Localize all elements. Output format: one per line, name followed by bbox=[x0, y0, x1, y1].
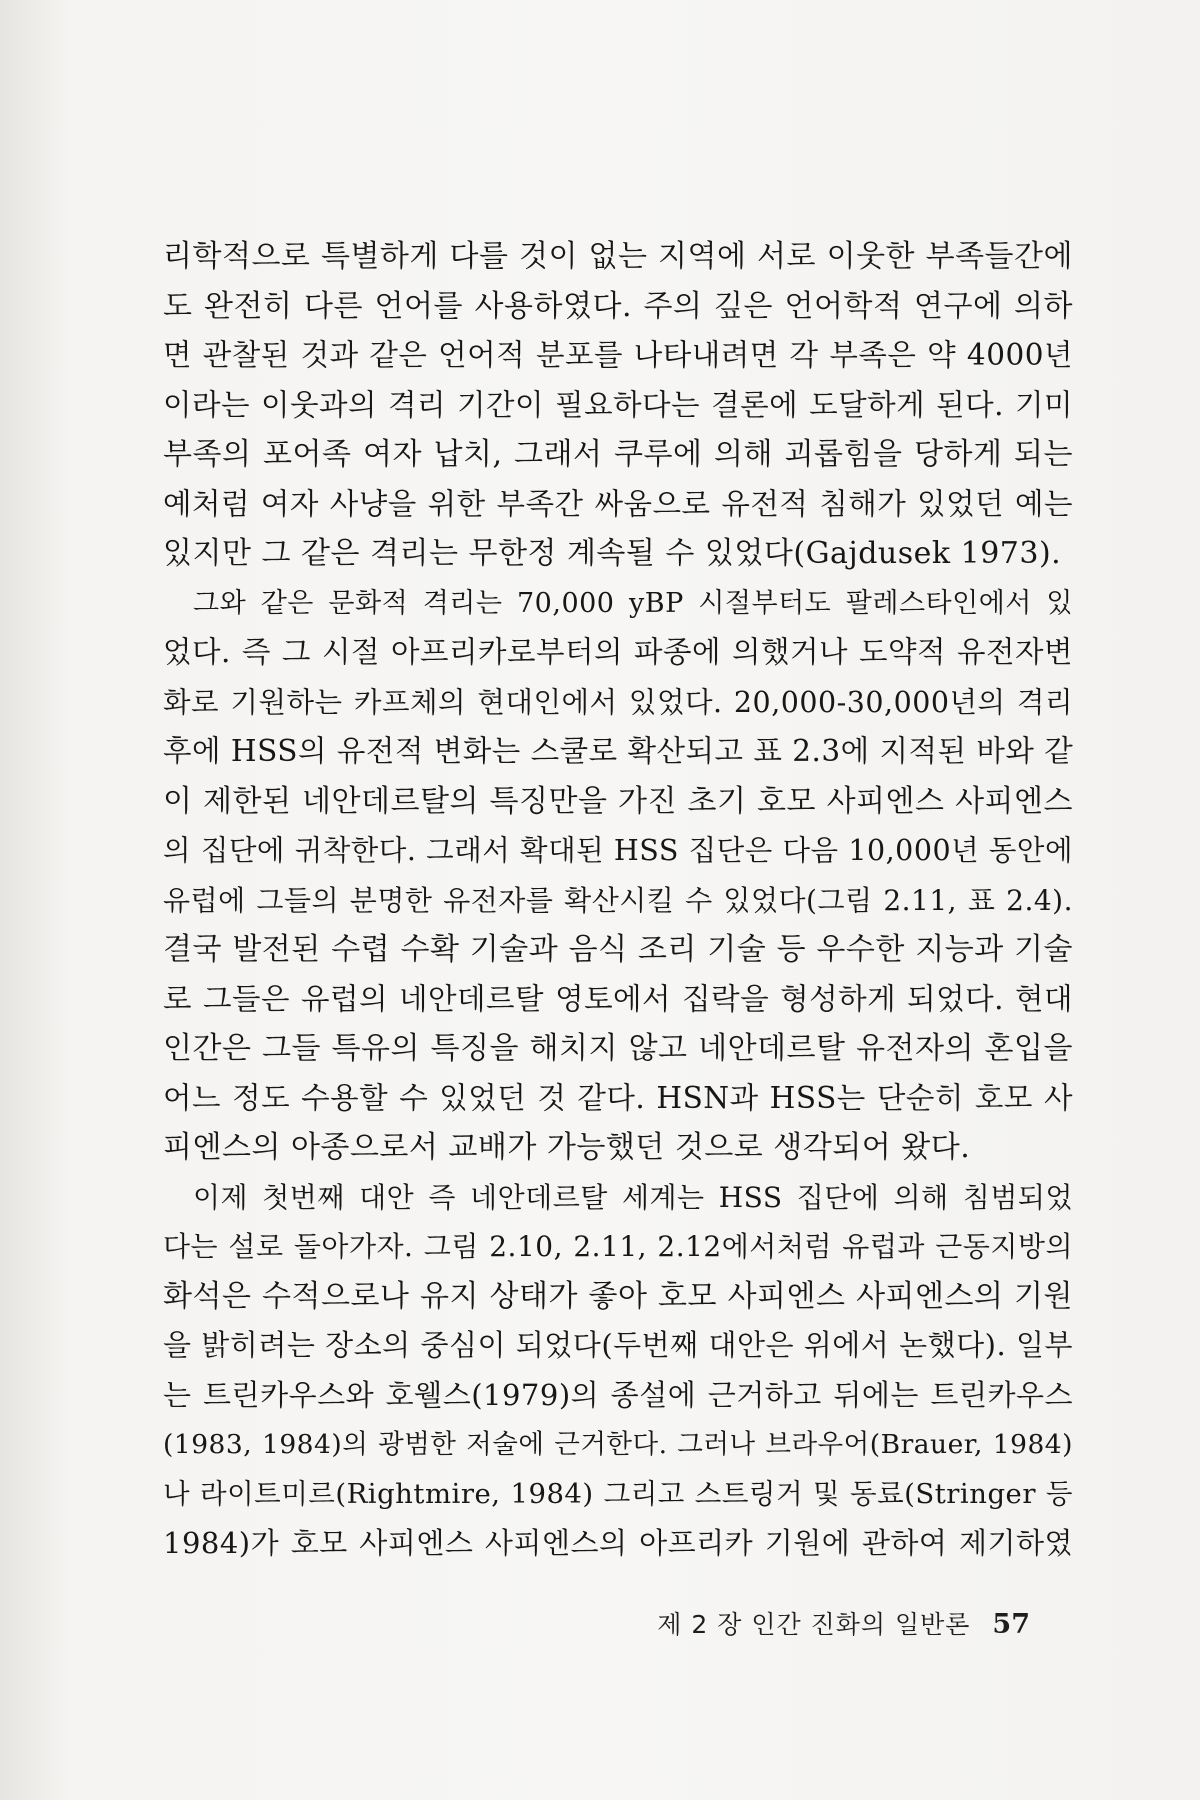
text-line: 어느 정도 수용할 수 있었던 것 같다. HSN과 HSS는 단순히 호모 사 bbox=[163, 1080, 1073, 1115]
text-line: 화로 기원하는 카프체의 현대인에서 있었다. 20,000-30,000년의 격리 bbox=[163, 685, 1073, 719]
text-line: 나 라이트미르(Rightmire, 1984) 그리고 스트링거 및 동료(Stringer 등 bbox=[163, 1477, 1073, 1510]
text-line: 화석은 수적으로나 유지 상태가 좋아 호모 사피엔스 사피엔스의 기원 bbox=[163, 1278, 1073, 1314]
text-line: 리학적으로 특별하게 다를 것이 없는 지역에 서로 이웃한 부족들간에 bbox=[163, 239, 1073, 274]
text-line: 그와 같은 문화적 격리는 70,000 yBP 시절부터도 팔레스타인에서 있 bbox=[193, 587, 1073, 619]
text-line: 부족의 포어족 여자 납치, 그래서 쿠루에 의해 괴롭힘을 당하게 되는 bbox=[163, 437, 1073, 472]
text-line: 1984)가 호모 사피엔스 사피엔스의 아프리카 기원에 관하여 제기하였 bbox=[163, 1526, 1073, 1560]
text-line: 을 밝히려는 장소의 중심이 되었다(두번째 대안은 위에서 논했다). 일부 bbox=[163, 1328, 1073, 1362]
text-line: 다는 설로 돌아가자. 그림 2.10, 2.11, 2.12에서처럼 유럽과 근동지방의 bbox=[163, 1230, 1073, 1263]
text-line: 는 트린카우스와 호웰스(1979)의 종설에 근거하고 뒤에는 트린카우스 bbox=[163, 1377, 1073, 1412]
text-line: 결국 발전된 수렵 수확 기술과 음식 조리 기술 등 우수한 지능과 기술 bbox=[163, 932, 1073, 967]
text-line: 었다. 즉 그 시절 아프리카로부터의 파종에 의했거나 도약적 유전자변 bbox=[163, 635, 1073, 669]
page-number: 57 bbox=[992, 1609, 1030, 1640]
text-line: 이 제한된 네안데르탈의 특징만을 가진 초기 호모 사피엔스 사피엔스 bbox=[163, 783, 1073, 819]
text-line: 있지만 그 같은 격리는 무한정 계속될 수 있었다(Gajdusek 1973). bbox=[163, 536, 1062, 571]
text-line: 피엔스의 아종으로서 교배가 가능했던 것으로 생각되어 왔다. bbox=[163, 1130, 971, 1165]
text-line: 후에 HSS의 유전적 변화는 스쿨로 확산되고 표 2.3에 지적된 바와 같 bbox=[163, 734, 1074, 768]
text-line: 로 그들은 유럽의 네안데르탈 영토에서 집락을 형성하게 되었다. 현대 bbox=[163, 981, 1073, 1016]
text-line: 유럽에 그들의 분명한 유전자를 확산시킬 수 있었다(그림 2.11, 표 2.4). bbox=[163, 883, 1073, 917]
body-text bbox=[163, 232, 1073, 1569]
text-line: 인간은 그들 특유의 특징을 해치지 않고 네안데르탈 유전자의 혼입을 bbox=[163, 1031, 1073, 1066]
chapter-title: 제 2 장 인간 진화의 일반론 bbox=[657, 1610, 971, 1639]
page-footer bbox=[657, 1605, 1030, 1641]
text-line: (1983, 1984)의 광범한 저술에 근거한다. 그러나 브라우어(Brauer, 1984) bbox=[163, 1429, 1073, 1460]
text-line: 의 집단에 귀착한다. 그래서 확대된 HSS 집단은 다음 10,000년 동안에 bbox=[163, 834, 1073, 867]
text-line: 예처럼 여자 사냥을 위한 부족간 싸움으로 유전적 침해가 있었던 예는 bbox=[163, 486, 1073, 521]
text-line: 이라는 이웃과의 격리 기간이 필요하다는 결론에 도달하게 된다. 기미 bbox=[163, 387, 1073, 422]
text-line: 이제 첫번째 대안 즉 네안데르탈 세계는 HSS 집단에 의해 침범되었 bbox=[193, 1180, 1073, 1214]
text-line: 면 관찰된 것과 같은 언어적 분포를 나타내려면 각 부족은 약 4000년 bbox=[163, 338, 1073, 372]
text-line: 도 완전히 다른 언어를 사용하였다. 주의 깊은 언어학적 연구에 의하 bbox=[163, 288, 1073, 324]
